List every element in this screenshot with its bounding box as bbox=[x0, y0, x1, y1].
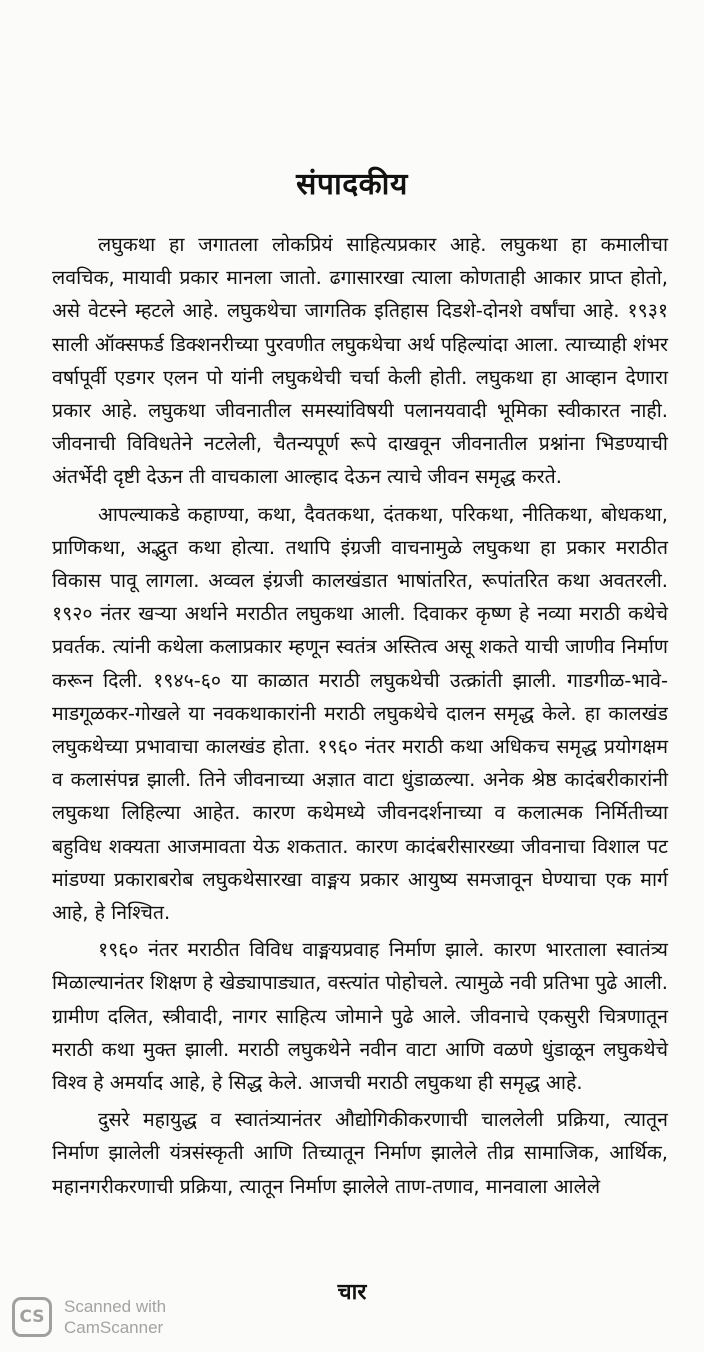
paragraph: दुसरे महायुद्ध व स्वातंत्र्यानंतर औद्योगिकीकरणाची चाललेली प्रक्रिया, त्यातून निर्माण झालेली यंत्रसंस्कृती आणि तिच्यातून निर्माण झालेले तीव्र सामाजिक, आर्थिक, महानगरीकरणाची प्रक्रिया, त्यातून निर्माण झालेले ताण-तणाव, मानवाला आलेले bbox=[52, 1108, 668, 1198]
camscanner-watermark bbox=[12, 1294, 212, 1340]
watermark-line2: CamScanner bbox=[64, 1318, 164, 1337]
page-title: संपादकीय bbox=[296, 167, 408, 202]
watermark-line1: Scanned with bbox=[64, 1297, 167, 1316]
watermark-text bbox=[64, 1296, 166, 1338]
body-text bbox=[52, 228, 668, 1207]
page-number: चार bbox=[337, 1280, 367, 1305]
camscanner-logo-icon: CS bbox=[12, 1297, 52, 1337]
paragraph: लघुकथा हा जगातला लोकप्रियं साहित्यप्रकार आहे. लघुकथा हा कमालीचा लवचिक, मायावी प्रकार मानला जातो. ढगासारखा त्याला कोणताही आकार प्राप्त होतो, असे वेटस्ने म्हटले आहे. लघुकथेचा जागतिक इतिहास दिडशे-दोनशे वर्षांचा आहे. १९३१ साली ऑक्सफर्ड डिक्शनरीच्या पुरवणीत लघुकथेचा अर्थ पहिल्यांदा आला. त्याच्याही शंभर वर्षापूर्वी एडगर एलन पो यांनी लघुकथेची चर्चा केली होती. लघुकथा हा आव्हान देणारा प्रकार आहे. लघुकथा जीवनातील समस्यांविषयी पलानयवादी भूमिका स्वीकारत नाही. जीवनाची विविधतेने नटलेली, चैतन्यपूर्ण रूपे दाखवून जीवनातील प्रश्नांना भिडण्याची अंतर्भेदी दृष्टी देऊन ती वाचकाला आल्हाद देऊन त्याचे जीवन समृद्ध करते. bbox=[52, 233, 668, 489]
paragraph: आपल्याकडे कहाण्या, कथा, दैवतकथा, दंतकथा, परिकथा, नीतिकथा, बोधकथा, प्राणिकथा, अद्भुत कथा होत्या. तथापि इंग्रजी वाचनामुळे लघुकथा हा प्रकार मराठीत विकास पावू लागला. अव्वल इंग्रजी कालखंडात भाषांतरित, रूपांतरित कथा अवतरली. १९२० नंतर खऱ्या अर्थाने मराठीत लघुकथा आली. दिवाकर कृष्ण हे नव्या मराठी कथेचे प्रवर्तक. त्यांनी कथेला कलाप्रकार म्हणून स्वतंत्र अस्तित्व असू शकते याची जाणीव निर्माण करून दिली. १९४५-६० या काळात मराठी लघुकथेची उत्क्रांती झाली. गाडगीळ-भावे-माडगूळकर-गोखले या नवकथाकारांनी मराठी लघुकथेचे दालन समृद्ध केले. हा कालखंड लघुकथेच्या प्रभावाचा कालखंड होता. १९६० नंतर मराठी कथा अधिकच समृद्ध प्रयोगक्षम व कलासंपन्न झाली. तिने जीवनाच्या अज्ञात वाटा धुंडाळल्या. अनेक श्रेष्ठ कादंबरीकारांनी लघुकथा लिहिल्या आहेत. कारण कथेमध्ये जीवनदर्शनाच्या व कलात्मक निर्मितीच्या बहुविध शक्यता आजमावता येऊ शकतात. कारण कादंबरीसारख्या जीवनाचा विशाल पट मांडण्या प्रकाराबरोब लघुकथेसारखा वाङ्मय प्रकार आयुष्य समजावून घेण्याचा एक मार्ग आहे, हे निश्चित. bbox=[52, 502, 668, 925]
paragraph: १९६० नंतर मराठीत विविध वाङ्मयप्रवाह निर्माण झाले. कारण भारताला स्वातंत्र्य मिळाल्यानंतर शिक्षण हे खेड्यापाड्यात, वस्त्यांत पोहोचले. त्यामुळे नवी प्रतिभा पुढे आली. ग्रामीण दलित, स्त्रीवादी, नागर साहित्य जोमाने पुढे आले. जीवनाचे एकसुरी चित्रणातून मराठी कथा मुक्त झाली. मराठी लघुकथेने नवीन वाटा आणि वळणे धुंडाळून लघुकथेचे विश्व हे अमर्याद आहे, हे सिद्ध केले. आजची मराठी लघुकथा ही समृद्ध आहे. bbox=[52, 938, 668, 1095]
